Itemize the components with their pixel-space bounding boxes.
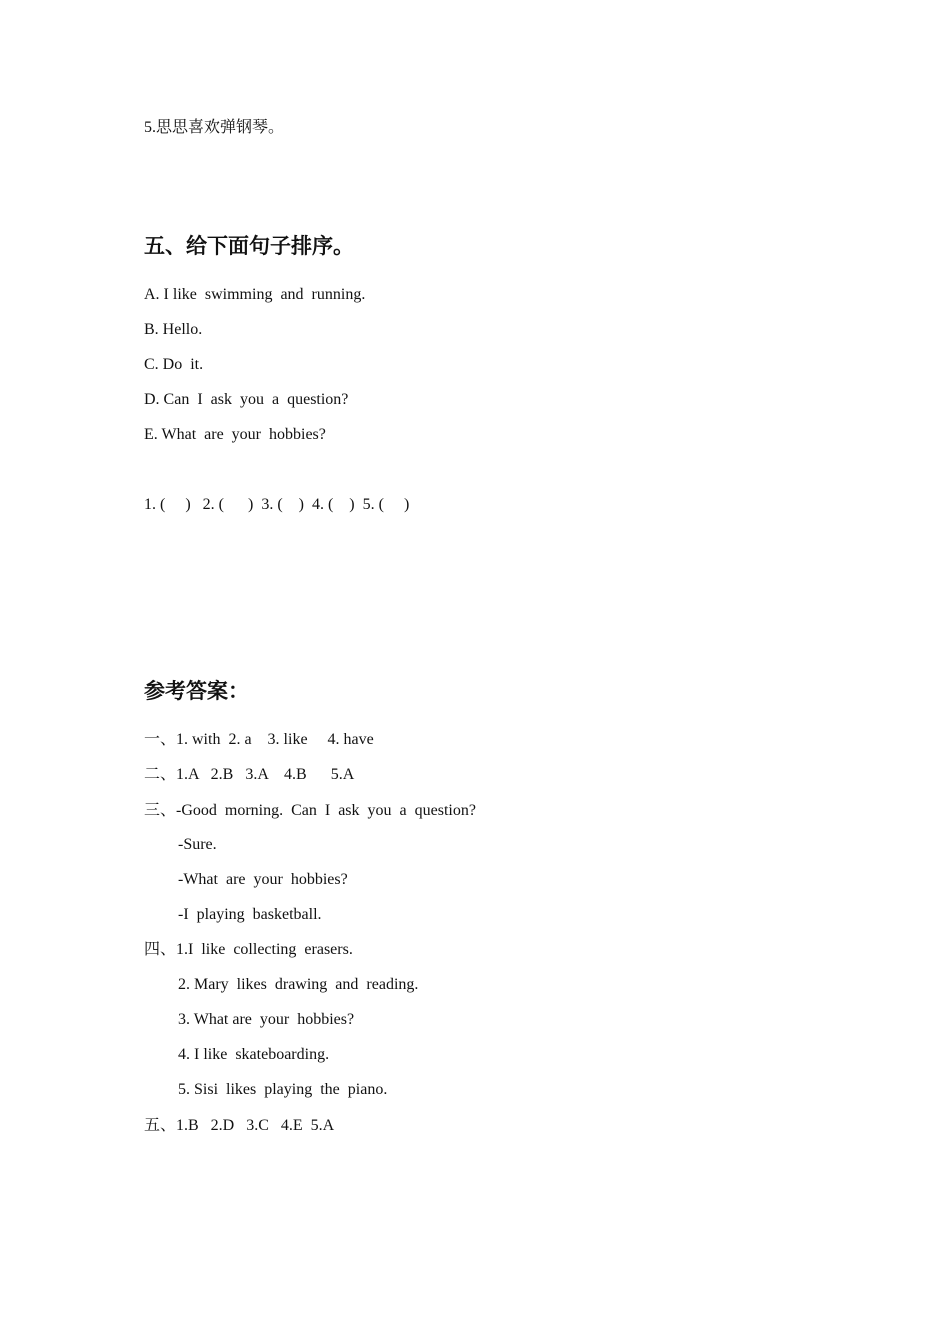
- sentence-a: A. I like swimming and running.: [144, 286, 366, 303]
- answer-part-4-line-3: 3. What are your hobbies?: [178, 1011, 355, 1028]
- answer-part-3-line-2: -Sure.: [178, 836, 217, 853]
- answer-part-4-line-1: 四、1.I like collecting erasers.: [144, 941, 353, 958]
- sentence-e: E. What are your hobbies?: [144, 426, 326, 443]
- order-answer-blanks: 1. ( ) 2. ( ) 3. ( ) 4. ( ) 5. ( ): [144, 496, 410, 513]
- sentence-b: B. Hello.: [144, 321, 203, 338]
- answer-part-2: 二、1.A 2.B 3.A 4.B 5.A: [144, 766, 355, 783]
- sentence-c: C. Do it.: [144, 356, 204, 373]
- answer-part-4-line-4: 4. I like skateboarding.: [178, 1046, 330, 1063]
- answer-part-3-line-1: 三、-Good morning. Can I ask you a question?: [144, 802, 476, 819]
- answer-part-4-line-2: 2. Mary likes drawing and reading.: [178, 976, 419, 993]
- answers-title: 参考答案：: [144, 679, 249, 703]
- sentence-d: D. Can I ask you a question?: [144, 391, 349, 408]
- section-5-title: 五、给下面句子排序。: [144, 234, 354, 258]
- answer-part-1: 一、1. with 2. a 3. like 4. have: [144, 731, 374, 748]
- answer-part-4-line-5: 5. Sisi likes playing the piano.: [178, 1081, 388, 1098]
- answer-part-3-line-3: -What are your hobbies?: [178, 871, 348, 888]
- answer-part-5: 五、1.B 2.D 3.C 4.E 5.A: [144, 1117, 335, 1134]
- answer-part-3-line-4: -I playing basketball.: [178, 906, 322, 923]
- question-4-item-5: 5.思思喜欢弹钢琴。: [144, 119, 285, 136]
